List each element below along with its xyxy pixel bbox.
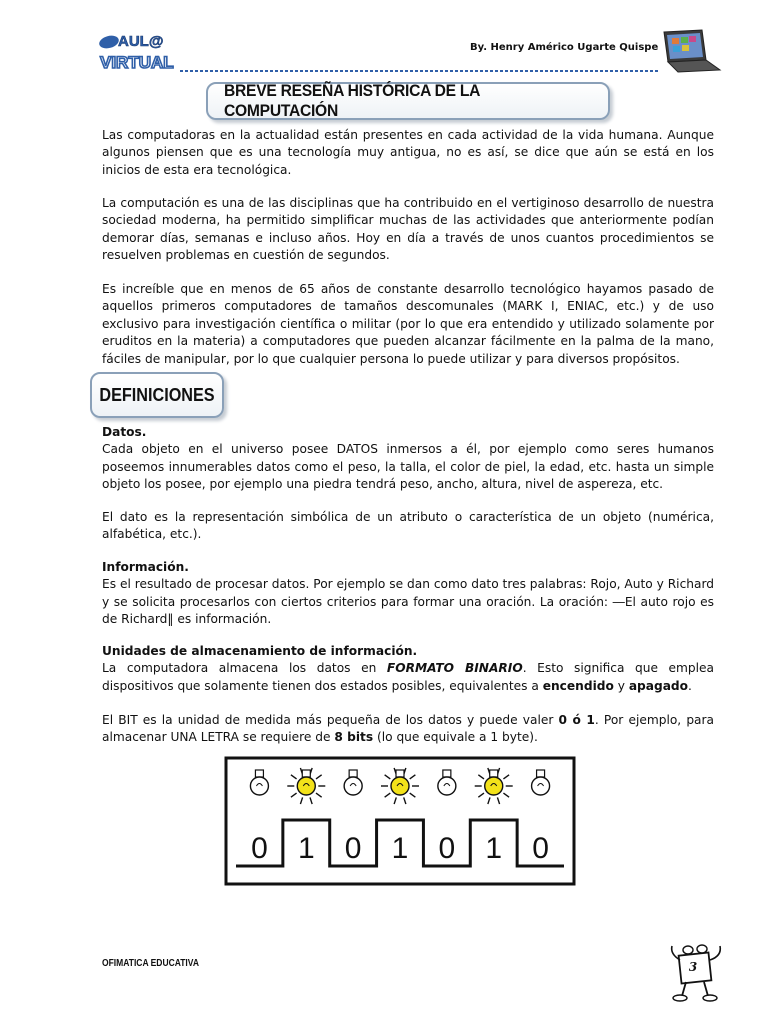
intro-paragraph-3: Es increíble que en menos de 65 años de constante desarrollo tecnológico hayamos pasado de aquellos primeros computadores de tamaños descomunales (MARK I, ENIAC, etc.) y de uso exclusivo para investigación científica o militar (por lo que era entendido y utilizado solamente por eruditos en la materia) a computadores que pueden alcanzar fácilmente en la palma de la mano, fáciles de manipular, por lo que cualquier persona lo puede utilizar y para diversos propósitos. bbox=[102, 282, 714, 366]
unidades-text: . Esto significa que emplea dispositivos que solamente tienen dos estados posibles, equivalentes a bbox=[102, 661, 714, 693]
page-title: BREVE RESEÑA HISTÓRICA DE LA COMPUTACIÓN bbox=[224, 81, 480, 120]
intro-section-3 bbox=[102, 281, 714, 368]
unidades-text: . Por ejemplo, para almacenar UNA LETRA se requiere de bbox=[102, 713, 715, 745]
title-banner bbox=[206, 82, 610, 120]
header-divider bbox=[180, 68, 660, 74]
intro-paragraph-1: Las computadoras en la actualidad están presentes en cada actividad de la vida humana. Aunque algunos piensen que es una tecnología muy antigua, no es así, se dice que aún se está en los inicios de esta era tecnológica. bbox=[102, 128, 714, 177]
binary-bulbs-figure bbox=[224, 756, 576, 886]
encendido-emphasis: encendido bbox=[542, 678, 614, 693]
unidades-text: . bbox=[688, 678, 692, 693]
unidades-paragraph-2 bbox=[102, 712, 714, 747]
informacion-paragraph: Es el resultado de procesar datos. Por ejemplo se dan como dato tres palabras: Rojo, Auto y Richard y se solicita procesarlos con ciertos criterios para formar una oración. La oración: ―El auto rojo es de Richard‖ es información. bbox=[102, 577, 714, 627]
apagado-emphasis: apagado bbox=[628, 678, 689, 693]
informacion-heading: Información. bbox=[102, 560, 189, 574]
datos-paragraph-1: Cada objeto en el universo posee DATOS inmersos a él, por ejemplo como seres humanos poseemos innumerables datos como el peso, la talla, el color de piel, la edad, etc. hasta un simple objeto los posee, por ejemplo una piedra tendrá peso, ancho, altura, nivel de aspereza, etc. bbox=[102, 442, 714, 492]
bit-digit: 0 bbox=[532, 832, 549, 865]
unidades-section bbox=[102, 643, 714, 695]
section-banner bbox=[90, 372, 224, 418]
section-title: DEFINICIONES bbox=[99, 384, 215, 405]
author-credit: By. Henry Américo Ugarte Quispe bbox=[470, 42, 659, 53]
unidades-text: y bbox=[613, 678, 629, 693]
laptop-icon bbox=[658, 28, 722, 74]
datos-heading: Datos. bbox=[102, 425, 147, 439]
unidades-text: La computadora almacena los datos en bbox=[102, 661, 387, 676]
bit-values-emphasis: 0 ó 1 bbox=[558, 713, 595, 727]
unidades-text: El BIT es la unidad de medida más pequeña de los datos y puede valer bbox=[102, 713, 559, 727]
logo-line2: VIRTUAL bbox=[100, 53, 174, 72]
intro-section-2 bbox=[102, 195, 714, 265]
bit-digit: 0 bbox=[251, 832, 268, 865]
datos-paragraph-2: El dato es la representación simbólica de un atributo o característica de un objeto (numérica, alfabética, etc.). bbox=[102, 510, 714, 542]
unidades-paragraph-1 bbox=[102, 660, 714, 695]
bit-digit: 0 bbox=[438, 832, 456, 865]
unidades-heading: Unidades de almacenamiento de información. bbox=[102, 644, 418, 658]
unidades-section-2 bbox=[102, 712, 714, 747]
formato-binario-emphasis: FORMATO BINARIO bbox=[386, 661, 523, 676]
datos-section bbox=[102, 424, 714, 494]
bit-digit: 0 bbox=[344, 832, 362, 865]
bit-digit: 1 bbox=[485, 832, 503, 865]
logo-line1: AUL@ bbox=[118, 33, 164, 50]
footer-label: OFIMATICA EDUCATIVA bbox=[102, 958, 199, 969]
bit-digit: 1 bbox=[391, 832, 409, 865]
informacion-section bbox=[102, 559, 714, 629]
datos-section-2 bbox=[102, 509, 714, 544]
page-header bbox=[0, 0, 768, 80]
page-number: 3 bbox=[688, 960, 698, 974]
bit-digit: 1 bbox=[297, 832, 315, 865]
intro-paragraph-2: La computación es una de las disciplinas que ha contribuido en el vertiginoso desarrollo de nuestra sociedad moderna, ha permitido simplificar muchas de las actividades que anteriormente podían demorar días, semanas e incluso años. Hoy en día a través de unos cuantos procedimientos se resuelven problemas en cuestión de segundos. bbox=[102, 196, 714, 263]
unidades-text: (lo que equivale a 1 byte). bbox=[373, 730, 538, 745]
eight-bits-emphasis: 8 bits bbox=[334, 730, 374, 745]
intro-section bbox=[102, 127, 714, 179]
